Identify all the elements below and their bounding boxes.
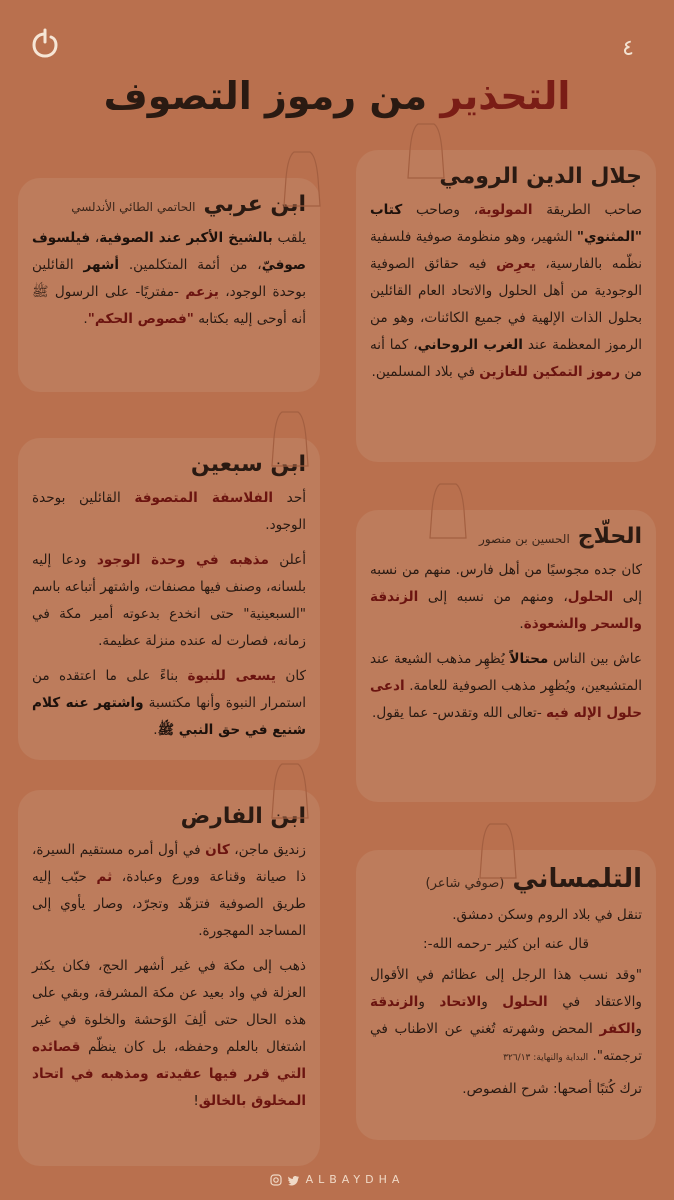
card-ibn-arabi <box>18 178 320 392</box>
sufi-hat-icon <box>280 148 324 210</box>
card-ibn-farid-p2: ذهب إلى مكة في غير أشهر الحج، فكان يكثر العزلة في واد بعيد عن مكة المشرفة، وبقي على هذه الحال حتى ألِفَ الوَحشة والخلوة في غير اشتغال بالعلم وحفظه، بل كان ينظّم قصائده التي قرر فيها عقيدته ومذهبه في اتحاد المخلوق بالخالق! <box>32 958 306 1109</box>
card-ibn-arabi-text: يلقب بالشيخ الأكبر عند الصوفية، فيلسوف صوفيّ، من أئمة المتكلمين. أشهر القائلين بوحدة الوجود، يزعم -مفتريًا- على الرسول ﷺ أنه أوحى إليه بكتابه "فصوص الحكم". <box>32 230 306 327</box>
card-ibn-sabeen-p2: أعلن مذهبه في وحدة الوجود ودعا إليه بلسانه، وصنف فيها مصنفات، واشتهر أتباعه باسم "السبعينية" حتى انخدع بدعوته أمير مكة في زمانه، فصارت له عنده منزلة عظيمة. <box>32 552 306 649</box>
card-ibn-sabeen-name: ابن سبعين <box>190 452 306 477</box>
card-ibn-sabeen <box>18 438 320 760</box>
card-tilimsani-p1: تنقل في بلاد الروم وسكن دمشق. <box>452 907 642 923</box>
card-ibn-sabeen-p1: أحد الفلاسفة المتصوفة القائلين بوحدة الوجود. <box>32 490 306 533</box>
card-tilimsani-p2: قال عنه ابن كثير -رحمه الله-: <box>423 936 589 952</box>
card-tilimsani-name: التلمساني (صوفي شاعر) <box>425 864 642 894</box>
title-accent: التحذير <box>440 74 571 118</box>
sufi-hat-icon <box>404 120 448 182</box>
title-rest: من رموز التصوف <box>103 74 428 118</box>
footer-handle[interactable]: ALBAYDHA <box>305 1173 405 1186</box>
card-ibn-farid <box>18 790 320 1166</box>
instagram-icon[interactable] <box>270 1174 282 1186</box>
card-rumi-name: جلال الدين الرومي <box>439 164 642 189</box>
card-ibn-sabeen-p3: كان يسعى للنبوة بناءً على ما اعتقده من استمرار النبوة وأنها مكتسبة واشتهر عنه كلام شنيع في حق النبي ﷺ. <box>32 668 306 738</box>
card-hallaj-p2: عاش بين الناس محتالاً يُظهِر مذهب الشيعة عند المتشيعين، ويُظهِر مذهب الصوفية للعامة. ادعى حلول الإله فيه -تعالى الله وتقدس- عما يقول. <box>370 651 642 721</box>
page-title <box>0 74 674 118</box>
sufi-hat-icon <box>268 760 312 822</box>
page-number: ٤ <box>622 36 634 61</box>
card-rumi-text: صاحب الطريقة المولوية، وصاحب كتاب "المثنوي" الشهير، وهو منظومة صوفية فلسفية نظّمه بالفارسية، يعرِض فيه حقائق الصوفية الوجودية من أهل الحلول والاتحاد العام القائلين بحلول الذات الإلهية في جميع الكائنات، وهو من الرموز المعظمة عند الغرب الروحاني، كما أنه من رموز التمكين للغازين في بلاد المسلمين. <box>370 202 643 380</box>
card-ibn-farid-p1: زنديق ماجن، كان في أول أمره مستقيم السيرة، ذا صيانة وقناعة وورع وعبادة، ثم حبّب إليه طريق الصوفية فتزهّد وتجرّد، وصار يأوي إلى المساجد المهجورة. <box>32 842 306 939</box>
brand-logo-icon <box>28 26 62 60</box>
card-rumi <box>356 150 656 462</box>
card-tilimsani <box>356 850 656 1140</box>
card-tilimsani-p3: ترك كُتبًا أصحها: شرح الفصوص. <box>462 1081 642 1097</box>
card-tilimsani-quote: "وقد نسب هذا الرجل إلى عظائم في الأقوال والاعتقاد في الحلول والاتحاد والزندقة والكفر المحض وشهرته تُغني عن الاطناب في ترجمته". البداية والنهاية: ٣٢٦/١٣ <box>370 967 642 1064</box>
card-ibn-farid-name: ابن الفارض <box>180 804 306 829</box>
sufi-hat-icon <box>476 820 520 882</box>
card-hallaj-name: الحلّاج الحسين بن منصور <box>479 524 642 549</box>
sufi-hat-icon <box>268 408 312 470</box>
card-ibn-arabi-name: ابن عربي الحاتمي الطائي الأندلسي <box>71 192 306 217</box>
card-hallaj-p1: كان جده مجوسيًا من أهل فارس. منهم من نسبه إلى الحلول، ومنهم من نسبه إلى الزندقة والسحر والشعوذة. <box>370 562 642 632</box>
footer <box>0 1173 674 1186</box>
card-hallaj <box>356 510 656 802</box>
twitter-icon[interactable] <box>288 1174 300 1186</box>
citation-ref: البداية والنهاية: ٣٢٦/١٣ <box>503 1053 589 1063</box>
sufi-hat-icon <box>426 480 470 542</box>
